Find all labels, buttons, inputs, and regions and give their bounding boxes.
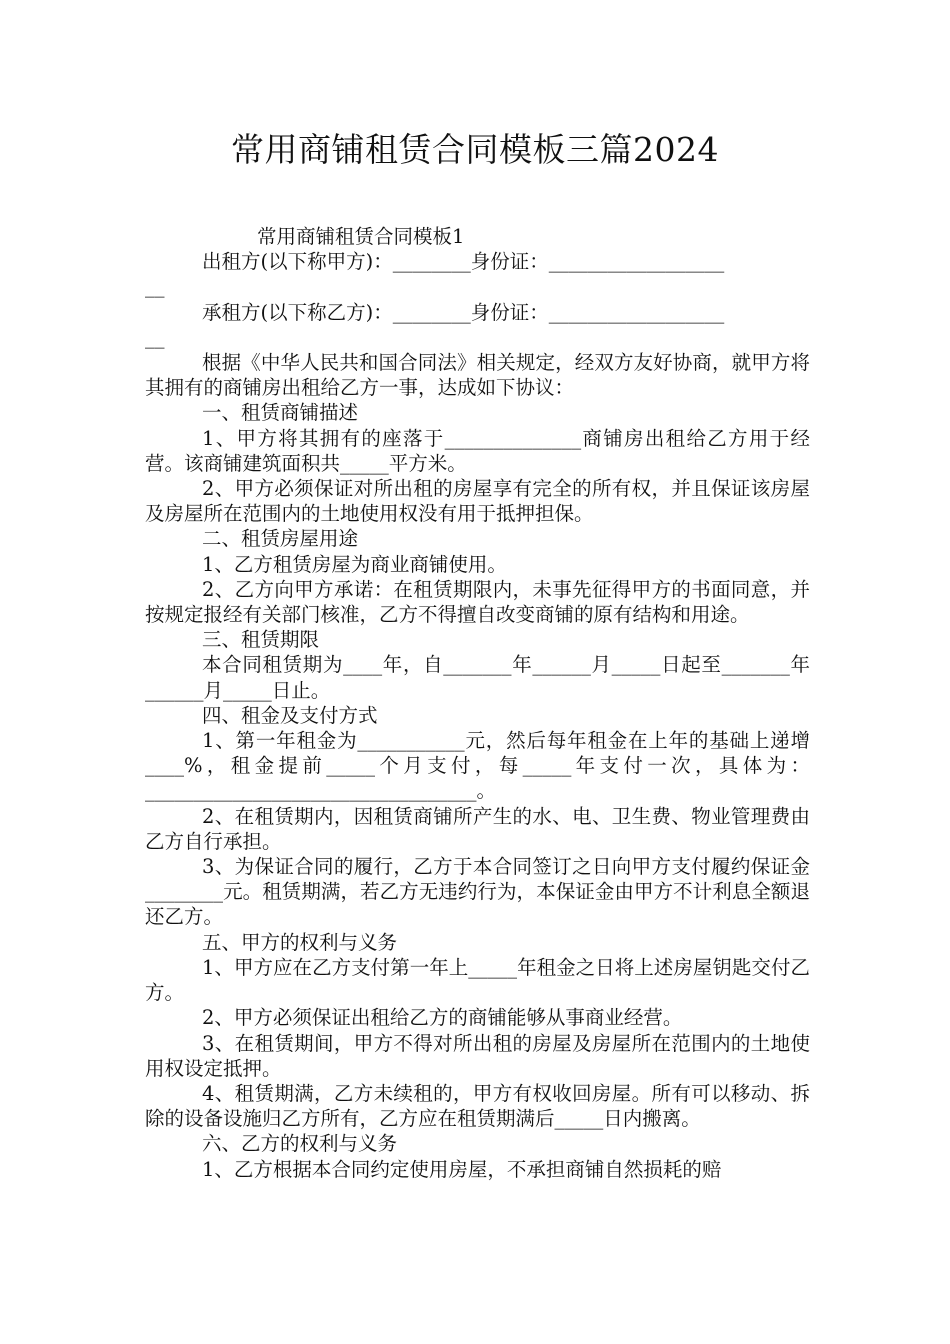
section-heading: 常用商铺租赁合同模板1 <box>257 225 465 248</box>
paragraph: 1、乙方租赁房屋为商业商铺使用。 <box>202 552 507 576</box>
paragraph: 承租方(以下称乙方)：________身份证：__________________ <box>202 300 725 324</box>
paragraph: 四、租金及支付方式 <box>202 703 378 727</box>
paragraph: 三、租赁期限 <box>202 628 320 652</box>
paragraph: 根据《中华人民共和国合同法》相关规定，经双方友好协商，就甲方将其拥有的商铺房出租给乙方一事，达成如下协议： <box>145 351 810 400</box>
paragraph: 五、甲方的权利与义务 <box>202 930 398 954</box>
paragraph: 1、甲方将其拥有的座落于______________商铺房出租给乙方用于经营。该商铺建筑面积共_____平方米。 <box>145 426 810 475</box>
paragraph: __ <box>145 325 165 349</box>
paragraph: 出租方(以下称甲方)：________身份证：__________________ <box>202 250 725 274</box>
document-title: 常用商铺租赁合同模板三篇2024 <box>231 130 719 169</box>
paragraph: 一、租赁商铺描述 <box>202 401 359 425</box>
paragraph: 3、为保证合同的履行，乙方于本合同签订之日向甲方支付履约保证金________元。租赁期满，若乙方无违约行为，本保证金由甲方不计利息全额退还乙方。 <box>145 855 810 929</box>
document-body <box>145 224 810 1182</box>
paragraph: 本合同租赁期为____年，自_______年______月_____日起至_______年______月_____日止。 <box>145 653 810 702</box>
paragraph: __ <box>145 275 165 299</box>
paragraph: 1、甲方应在乙方支付第一年上_____年租金之日将上述房屋钥匙交付乙方。 <box>145 955 810 1005</box>
paragraph: 2、甲方必须保证出租给乙方的商铺能够从事商业经营。 <box>202 1006 683 1030</box>
paragraph: 六、乙方的权利与义务 <box>202 1132 398 1156</box>
paragraph: 2、乙方向甲方承诺：在租赁期限内，未事先征得甲方的书面同意，并按规定报经有关部门核准，乙方不得擅自改变商铺的原有结构和用途。 <box>145 577 810 627</box>
paragraph: 1、乙方根据本合同约定使用房屋，不承担商铺自然损耗的赔 <box>202 1157 722 1181</box>
paragraph: 二、租赁房屋用途 <box>202 527 359 551</box>
paragraph: 4、租赁期满，乙方未续租的，甲方有权收回房屋。所有可以移动、拆除的设备设施归乙方所有，乙方应在租赁期满后_____日内搬离。 <box>145 1081 810 1131</box>
paragraph: 1、第一年租金为___________元，然后每年租金在上年的基础上递增____%，租金提前_____个月支付，每_____年支付一次，具体为：__________________________________。 <box>145 729 810 803</box>
paragraph: 3、在租赁期间，甲方不得对所出租的房屋及房屋所在范围内的土地使用权设定抵押。 <box>145 1031 810 1080</box>
paragraph: 2、在租赁期内，因租赁商铺所产生的水、电、卫生费、物业管理费由乙方自行承担。 <box>145 804 810 853</box>
paragraph: 2、甲方必须保证对所出租的房屋享有完全的所有权，并且保证该房屋及房屋所在范围内的土地使用权没有用于抵押担保。 <box>145 477 810 526</box>
